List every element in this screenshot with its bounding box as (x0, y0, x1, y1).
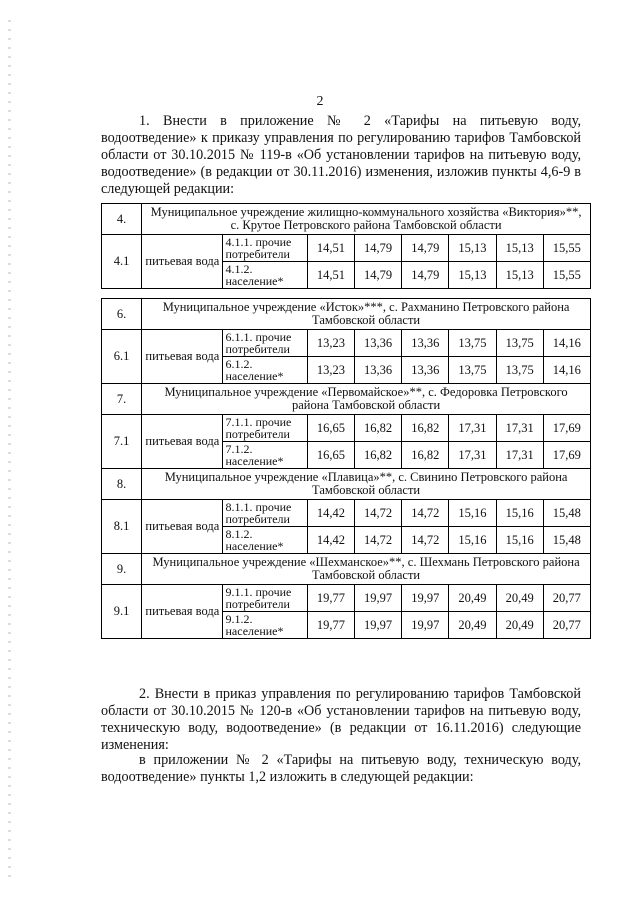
sub-item-number: 4.1 (102, 235, 142, 289)
tariff-value: 16,65 (307, 415, 354, 442)
tariff-value: 16,82 (354, 442, 401, 469)
sub-item-number: 6.1 (102, 330, 142, 384)
tariff-value: 14,72 (354, 527, 401, 554)
sub-item-number: 9.1 (102, 585, 142, 639)
org-header-row (102, 204, 591, 235)
tariff-value: 14,42 (307, 527, 354, 554)
tariff-value: 15,13 (496, 235, 543, 262)
tariff-value: 14,51 (307, 235, 354, 262)
tariff-value: 13,36 (354, 330, 401, 357)
tariff-value: 14,51 (307, 262, 354, 289)
tariff-value: 14,79 (402, 262, 449, 289)
tariff-value: 13,23 (307, 357, 354, 384)
tariff-value: 20,49 (496, 585, 543, 612)
tariff-value: 20,77 (543, 612, 590, 639)
item-number: 7. (102, 384, 142, 415)
tariff-value: 19,97 (354, 612, 401, 639)
tariff-value: 13,36 (402, 330, 449, 357)
table-row (102, 585, 591, 612)
consumer-category: 6.1.2. население* (223, 357, 307, 384)
tariff-value: 14,72 (402, 527, 449, 554)
org-name: Муниципальное учреждение «Плавица»**, с. Свинино Петровского района Тамбовской области (142, 469, 591, 500)
table-row (102, 415, 591, 442)
tariff-value: 19,77 (307, 585, 354, 612)
tariff-value: 19,97 (402, 585, 449, 612)
table-gap (102, 289, 591, 299)
paragraph-1-text: 1. Внести в приложение № 2 «Тарифы на питьевую воду, водоотведение» к приказу управления по регулированию тарифов Тамбовской области от 30.10.2015 № 119-в «Об установлении тарифов на питьевую воду, водоотведение» (в редакции от 30.11.2016) изменения, изложив пункты 4,6-9 в следующей редакции: (101, 113, 581, 197)
service-name: питьевая вода (142, 585, 223, 639)
paragraph-1 (101, 113, 581, 198)
tariff-value: 13,23 (307, 330, 354, 357)
org-header-row (102, 469, 591, 500)
tariff-value: 15,13 (449, 262, 496, 289)
consumer-category: 4.1.1. прочие потребители (223, 235, 307, 262)
tariff-value: 15,13 (496, 262, 543, 289)
consumer-category: 9.1.1. прочие потребители (223, 585, 307, 612)
tariff-value: 16,82 (402, 415, 449, 442)
consumer-category: 9.1.2. население* (223, 612, 307, 639)
tariff-value: 13,75 (496, 330, 543, 357)
tariff-value: 14,79 (354, 235, 401, 262)
tariff-value: 19,97 (402, 612, 449, 639)
tariff-value: 15,55 (543, 235, 590, 262)
tariff-value: 15,16 (496, 527, 543, 554)
org-name: Муниципальное учреждение «Исток»***, с. Рахманино Петровского района Тамбовской области (142, 299, 591, 330)
org-name: Муниципальное учреждение жилищно-коммунального хозяйства «Виктория»**, с. Крутое Петровского района Тамбовской области (142, 204, 591, 235)
consumer-category: 4.1.2. население* (223, 262, 307, 289)
org-name: Муниципальное учреждение «Шехманское»**, с. Шехмань Петровского района Тамбовской области (142, 554, 591, 585)
scan-edge-marks (8, 20, 11, 880)
tariff-value: 14,16 (543, 357, 590, 384)
tariff-value: 16,65 (307, 442, 354, 469)
page-number: 2 (316, 94, 324, 109)
item-number: 4. (102, 204, 142, 235)
item-number: 6. (102, 299, 142, 330)
item-number: 9. (102, 554, 142, 585)
consumer-category: 6.1.1. прочие потребители (223, 330, 307, 357)
tariff-value: 14,79 (354, 262, 401, 289)
service-name: питьевая вода (142, 415, 223, 469)
table-row (102, 330, 591, 357)
tariff-value: 20,49 (449, 585, 496, 612)
consumer-category: 7.1.1. прочие потребители (223, 415, 307, 442)
tariff-value: 13,75 (496, 357, 543, 384)
tariff-value: 14,79 (402, 235, 449, 262)
tariff-value: 13,36 (402, 357, 449, 384)
org-name: Муниципальное учреждение «Первомайское»**, с. Федоровка Петровского района Тамбовской области (142, 384, 591, 415)
tariff-value: 14,16 (543, 330, 590, 357)
tariff-value: 14,42 (307, 500, 354, 527)
sub-item-number: 7.1 (102, 415, 142, 469)
tariff-value: 15,13 (449, 235, 496, 262)
tariff-value: 17,31 (496, 415, 543, 442)
tariff-value: 16,82 (354, 415, 401, 442)
tariff-value: 20,49 (496, 612, 543, 639)
tariff-value: 19,77 (307, 612, 354, 639)
tariff-value: 13,75 (449, 330, 496, 357)
tariff-value: 16,82 (402, 442, 449, 469)
tariff-table (101, 203, 591, 639)
service-name: питьевая вода (142, 500, 223, 554)
paragraph-3-text: в приложении № 2 «Тарифы на питьевую воду, техническую воду, водоотведение» пункты 1,2 изложить в следующей редакции: (101, 752, 581, 785)
tariff-value: 13,36 (354, 357, 401, 384)
sub-item-number: 8.1 (102, 500, 142, 554)
tariff-value: 13,75 (449, 357, 496, 384)
service-name: питьевая вода (142, 330, 223, 384)
tariff-value: 17,31 (449, 442, 496, 469)
tariff-value: 17,69 (543, 442, 590, 469)
org-header-row (102, 384, 591, 415)
tariff-value: 15,16 (449, 500, 496, 527)
tariff-value: 15,48 (543, 500, 590, 527)
consumer-category: 8.1.2. население* (223, 527, 307, 554)
tariff-value: 15,55 (543, 262, 590, 289)
table-row (102, 500, 591, 527)
tariff-value: 15,16 (496, 500, 543, 527)
tariff-value: 20,49 (449, 612, 496, 639)
service-name: питьевая вода (142, 235, 223, 289)
tariff-value: 20,77 (543, 585, 590, 612)
consumer-category: 7.1.2. население* (223, 442, 307, 469)
tariff-value: 17,31 (449, 415, 496, 442)
tariff-value: 14,72 (354, 500, 401, 527)
paragraph-2-text: 2. Внести в приказ управления по регулированию тарифов Тамбовской области от 30.10.2015 № 120-в «Об установлении тарифов на питьевую воду, техническую воду, водоотведение» (в редакции от 16.11.2016) следующие изменения: (101, 686, 581, 753)
table-row (102, 235, 591, 262)
tariff-value: 17,31 (496, 442, 543, 469)
item-number: 8. (102, 469, 142, 500)
consumer-category: 8.1.1. прочие потребители (223, 500, 307, 527)
paragraph-2 (101, 686, 581, 754)
tariff-value: 14,72 (402, 500, 449, 527)
tariff-value: 19,97 (354, 585, 401, 612)
tariff-value: 15,16 (449, 527, 496, 554)
org-header-row (102, 299, 591, 330)
tariff-value: 17,69 (543, 415, 590, 442)
tariff-value: 15,48 (543, 527, 590, 554)
org-header-row (102, 554, 591, 585)
paragraph-3 (101, 752, 581, 786)
